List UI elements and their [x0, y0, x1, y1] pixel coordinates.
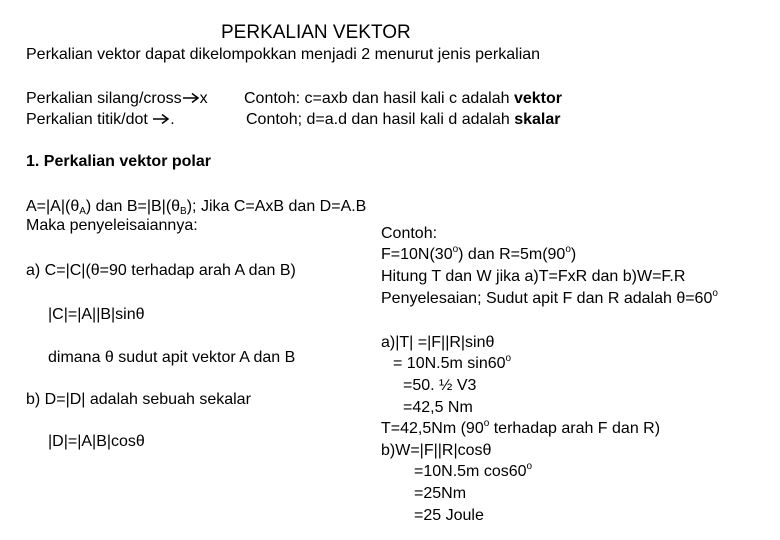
given-f: F=10N(30: [381, 246, 453, 263]
dot-example-result: skalar: [514, 111, 561, 128]
degree-mark: o: [565, 244, 571, 255]
step-work-formula: b)W=|F||R|cosθ: [381, 442, 492, 459]
cross-example: [244, 89, 562, 109]
arrow-right-icon: [182, 92, 200, 104]
degree-mark: o: [452, 244, 459, 255]
definition-b-sub: B: [180, 206, 187, 217]
maka-line: Maka penyeleisaiannya:: [26, 217, 198, 234]
c-formula: |C|=|A||B|sinθ: [48, 306, 145, 323]
cross-product-line: [26, 89, 208, 109]
part-b: b) D=|D| adalah sebuah sekalar: [26, 391, 251, 408]
cross-symbol: x: [199, 90, 208, 107]
given-close: ): [570, 246, 577, 263]
d-formula: |D|=|A|B|cosθ: [48, 433, 145, 450]
definition-rest: ); Jika C=AxB dan D=A.B: [186, 198, 367, 215]
solution-text: Penyelesaian; Sudut apit F dan R adalah θ=60: [381, 290, 713, 307]
cross-example-result: vektor: [513, 90, 562, 107]
intro-text: Perkalian vektor dapat dikelompokkan menjadi 2 menurut jenis perkalian: [26, 46, 541, 63]
cross-label: Perkalian silang/cross: [26, 90, 182, 107]
example-heading: Contoh:: [381, 225, 438, 242]
given-r: ) dan R=5m(90: [458, 246, 566, 263]
example-task: Hitung T dan W jika a)T=FxR dan b)W=F.R: [381, 268, 686, 285]
step5-text: T=42,5Nm (90: [381, 420, 484, 437]
page-title: PERKALIAN VEKTOR: [221, 22, 411, 43]
definition-a: A=|A|(θ: [26, 198, 80, 215]
degree-mark: o: [505, 353, 512, 364]
arrow-right-icon: [152, 113, 170, 125]
degree-mark: o: [526, 461, 533, 472]
definition-b: ) dan B=|B|(θ: [85, 198, 181, 215]
section-heading: 1. Perkalian vektor polar: [26, 153, 211, 170]
step2-text: = 10N.5m sin60: [393, 355, 506, 372]
definition-a-sub: A: [79, 206, 86, 217]
step-work-final: =25 Joule: [414, 507, 484, 524]
dot-example-text: Contoh; d=a.d dan hasil kali d adalah: [246, 111, 515, 128]
part-a: a) C=|C|(θ=90 terhadap arah A dan B): [26, 262, 296, 279]
step-work-substitute: [414, 462, 532, 482]
degree-mark: o: [712, 288, 718, 299]
cross-example-text: Contoh: c=axb dan hasil kali c adalah: [244, 90, 514, 107]
step-work-result: =25Nm: [414, 485, 467, 502]
step-torque-substitute: [393, 354, 511, 374]
step7-text: =10N.5m cos60: [414, 463, 527, 480]
step-torque-simplify: =50. ½ V3: [403, 377, 477, 394]
step-torque-formula: a)|T| =|F||R|sinθ: [381, 334, 495, 351]
example-given: [381, 245, 576, 265]
dot-example: [246, 110, 560, 130]
step5-rest: terhadap arah F dan R): [489, 420, 661, 437]
dot-symbol: .: [170, 111, 175, 128]
step-torque-result: =42,5 Nm: [403, 399, 473, 416]
example-solution: [381, 289, 718, 309]
dimana-text: dimana θ sudut apit vektor A dan B: [48, 349, 296, 366]
degree-mark: o: [483, 418, 490, 429]
definition-line: [26, 197, 366, 217]
step-torque-direction: [381, 419, 660, 439]
dot-label: Perkalian titik/dot: [26, 111, 148, 128]
dot-product-line: [26, 110, 175, 130]
